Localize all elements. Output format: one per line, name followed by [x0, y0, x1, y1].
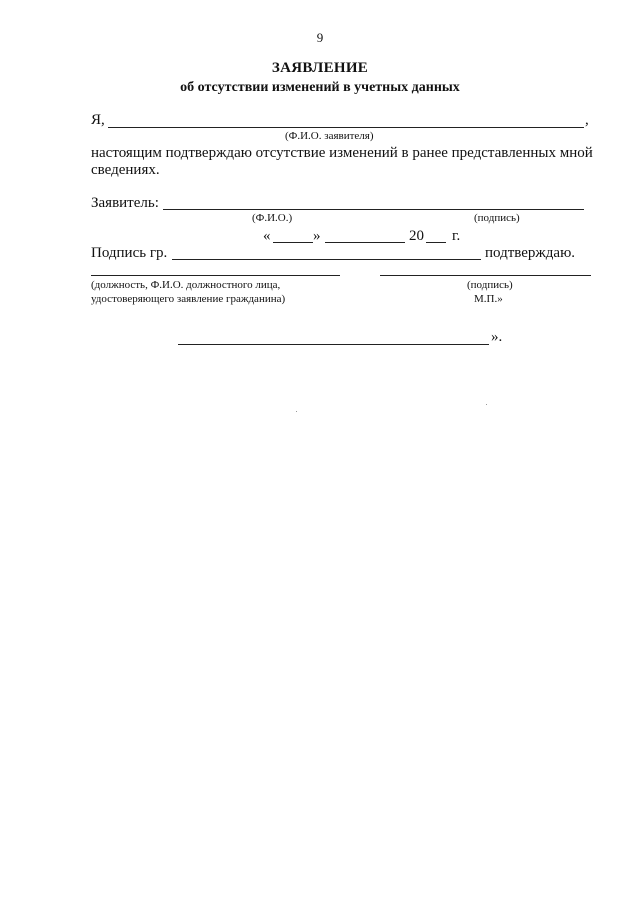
date-quote-close: » — [313, 228, 321, 244]
applicant-prefix: Я, — [91, 112, 105, 128]
applicant-label: Заявитель: — [91, 195, 159, 211]
official-fio-line — [91, 275, 340, 276]
stamp-label: М.П.» — [474, 293, 503, 305]
statement-line-2: сведениях. — [91, 162, 160, 178]
date-month-line — [325, 242, 405, 243]
date-quote-open: « — [263, 228, 271, 244]
confirmation-label: Подпись гр. — [91, 245, 168, 261]
fio-caption: (Ф.И.О.) — [252, 212, 293, 224]
official-caption-line-2: удостоверяющего заявление гражданина) — [91, 293, 286, 305]
document-title: ЗАЯВЛЕНИЕ — [271, 60, 369, 76]
date-year-suffix: г. — [452, 228, 461, 244]
applicant-signature-line — [163, 209, 584, 210]
official-signature-caption: (подпись) — [467, 279, 513, 291]
applicant-fio-line — [108, 127, 584, 128]
confirmation-line — [172, 259, 481, 260]
document-subtitle: об отсутствии изменений в учетных данных — [180, 80, 460, 95]
closing-line — [178, 344, 489, 345]
official-signature-line — [380, 275, 591, 276]
closing-suffix: ». — [491, 329, 503, 345]
statement-line-1: настоящим подтверждаю отсутствие изменений в ранее представленных мной — [91, 145, 593, 161]
official-caption-line-1: (должность, Ф.И.О. должностного лица, — [91, 279, 281, 291]
signature-caption: (подпись) — [474, 212, 520, 224]
date-year-prefix: 20 — [409, 228, 424, 244]
date-year-line — [426, 242, 446, 243]
applicant-suffix: , — [585, 112, 589, 128]
scan-speck — [296, 411, 297, 412]
page-number: 9 — [316, 30, 324, 45]
scan-speck — [486, 404, 487, 405]
confirmation-suffix: подтверждаю. — [485, 245, 576, 261]
date-day-line — [273, 242, 313, 243]
applicant-fio-caption: (Ф.И.О. заявителя) — [285, 130, 374, 142]
